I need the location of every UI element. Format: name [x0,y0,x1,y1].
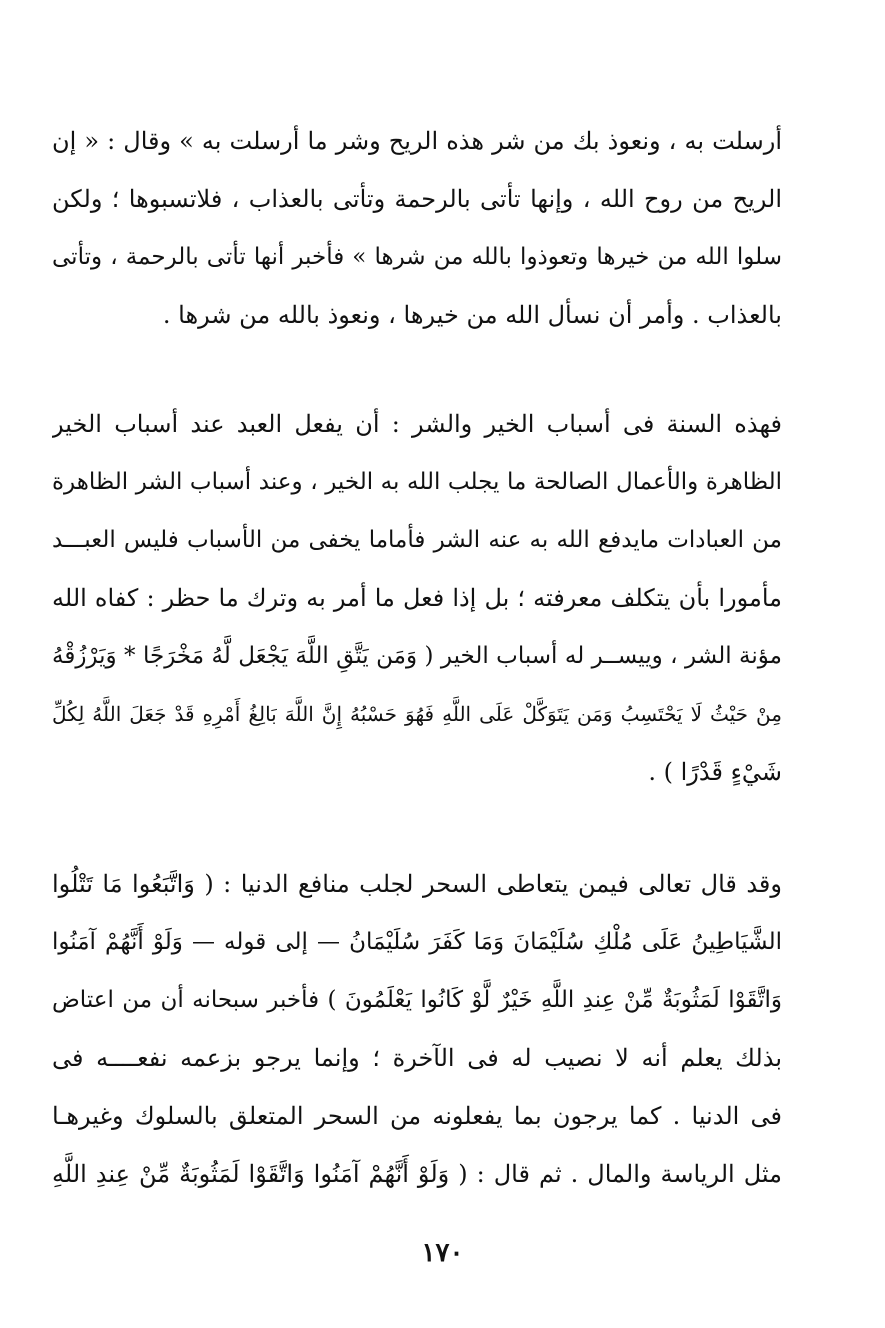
paragraph-line: بذلك يعلم أنه لا نصيب له فى الآخرة ؛ وإنما يرجو بزعمه نفعــــه فى [52,1044,782,1072]
paragraph-line: مؤنة الشر ، وييســر له أسباب الخير ( وَمَن يَتَّقِ اللَّهَ يَجْعَل لَّهُ مَخْرَجًا * وَيَرْزُقْهُ [52,643,782,669]
paragraph-line: الريح من روح الله ، وإنها تأتى بالرحمة وتأتى بالعذاب ، فلاتسبوها ؛ ولكن [52,185,782,213]
paragraph-line: أرسلت به ، ونعوذ بك من شر هذه الريح وشر ما أرسلت به » وقال : « إن [52,127,782,155]
paragraph-2 [52,395,782,801]
paragraph-line: الظاهرة والأعمال الصالحة ما يجلب الله به الخير ، وعند أسباب الشر الظاهرة [52,469,782,495]
page-number: ١٧٠ [421,1238,464,1268]
paragraph-line: فهذه السنة فى أسباب الخير والشر : أن يفعل العبد عند أسباب الخير [52,410,782,438]
paragraph-line: بالعذاب . وأمر أن نسأل الله من خيرها ، ونعوذ بالله من شرها . [162,301,782,329]
paragraph-line: مثل الرياسة والمال . ثم قال : ( وَلَوْ أَنَّهُمْ آمَنُوا وَاتَّقَوْا لَمَثُوبَةٌ مِّنْ عِندِ اللَّهِ [52,1160,782,1188]
paragraph-line: شَيْءٍ قَدْرًا ) . [648,758,782,786]
paragraph-1 [52,112,782,344]
paragraph-line: مِنْ حَيْثُ لَا يَحْتَسِبُ وَمَن يَتَوَكَّلْ عَلَى اللَّهِ فَهُوَ حَسْبُهُ إِنَّ اللَّهَ بَالِغُ أَمْرِهِ قَدْ جَعَلَ اللَّهُ لِكُلِّ [52,702,782,726]
paragraph-line: وقد قال تعالى فيمن يتعاطى السحر لجلب منافع الدنيا : ( وَاتَّبَعُوا مَا تَتْلُوا [52,870,782,898]
paragraph-line: مأمورا بأن يتكلف معرفته ؛ بل إذا فعل ما أمر به وترك ما حظر : كفاه الله [52,584,782,612]
paragraph-line: وَاتَّقَوْا لَمَثُوبَةٌ مِّنْ عِندِ اللَّهِ خَيْرٌ لَّوْ كَانُوا يَعْلَمُونَ ) فأخبر سبحانه أن من اعتاض [52,987,782,1013]
paragraph-line: سلوا الله من خيرها وتعوذوا بالله من شرها » فأخبر أنها تأتى بالرحمة ، وتأتى [52,244,782,270]
paragraph-line: من العبادات مايدفع الله به عنه الشر فأماما يخفى من الأسباب فليس العبـــد [52,527,782,553]
paragraph-3 [52,855,782,1203]
paragraph-line: الشَّيَاطِينُ عَلَى مُلْكِ سُلَيْمَانَ وَمَا كَفَرَ سُلَيْمَانُ — إلى قوله — وَلَوْ أَنَّهُمْ آمَنُوا [52,929,782,955]
paragraph-line: فى الدنيا . كما يرجون بما يفعلونه من السحر المتعلق بالسلوك وغيرهـا [52,1102,782,1130]
